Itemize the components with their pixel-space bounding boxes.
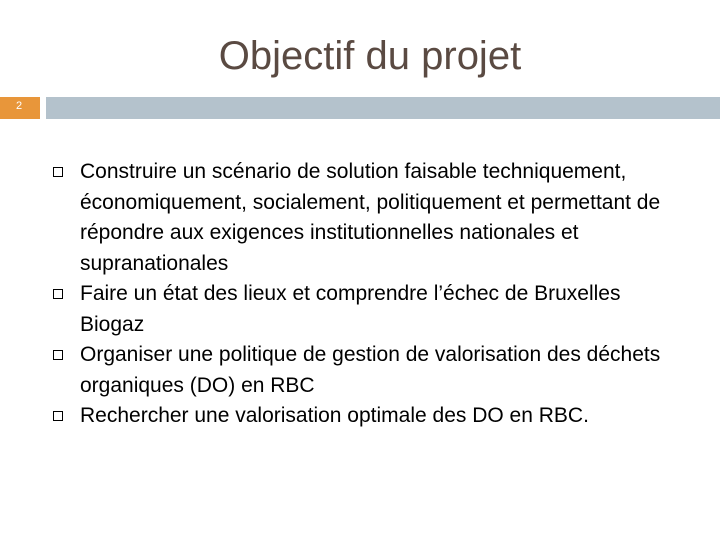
bullet-text: Faire un état des lieux et comprendre l’échec de Bruxelles Biogaz	[80, 282, 621, 336]
bullet-list	[50, 157, 690, 432]
bullet-item	[50, 401, 690, 432]
header-bar	[46, 97, 720, 119]
hollow-square-bullet-icon	[53, 289, 63, 299]
bullet-text: Construire un scénario de solution faisable techniquement, économiquement, socialement, politiquement et permettant de répondre aux exigences institutionnelles nationales et supranationales	[80, 160, 661, 275]
slide-title: Objectif du projet	[218, 34, 522, 78]
bullet-item	[50, 157, 690, 279]
hollow-square-bullet-icon	[53, 167, 63, 177]
slide-number: 2	[16, 100, 23, 112]
slide-number-box	[0, 97, 40, 119]
bullet-item	[50, 279, 690, 340]
bullet-text: Organiser une politique de gestion de valorisation des déchets organiques (DO) en RBC	[80, 343, 661, 397]
bullet-text: Rechercher une valorisation optimale des DO en RBC.	[80, 404, 589, 427]
hollow-square-bullet-icon	[53, 350, 63, 360]
bullet-item	[50, 340, 690, 401]
hollow-square-bullet-icon	[53, 411, 63, 421]
